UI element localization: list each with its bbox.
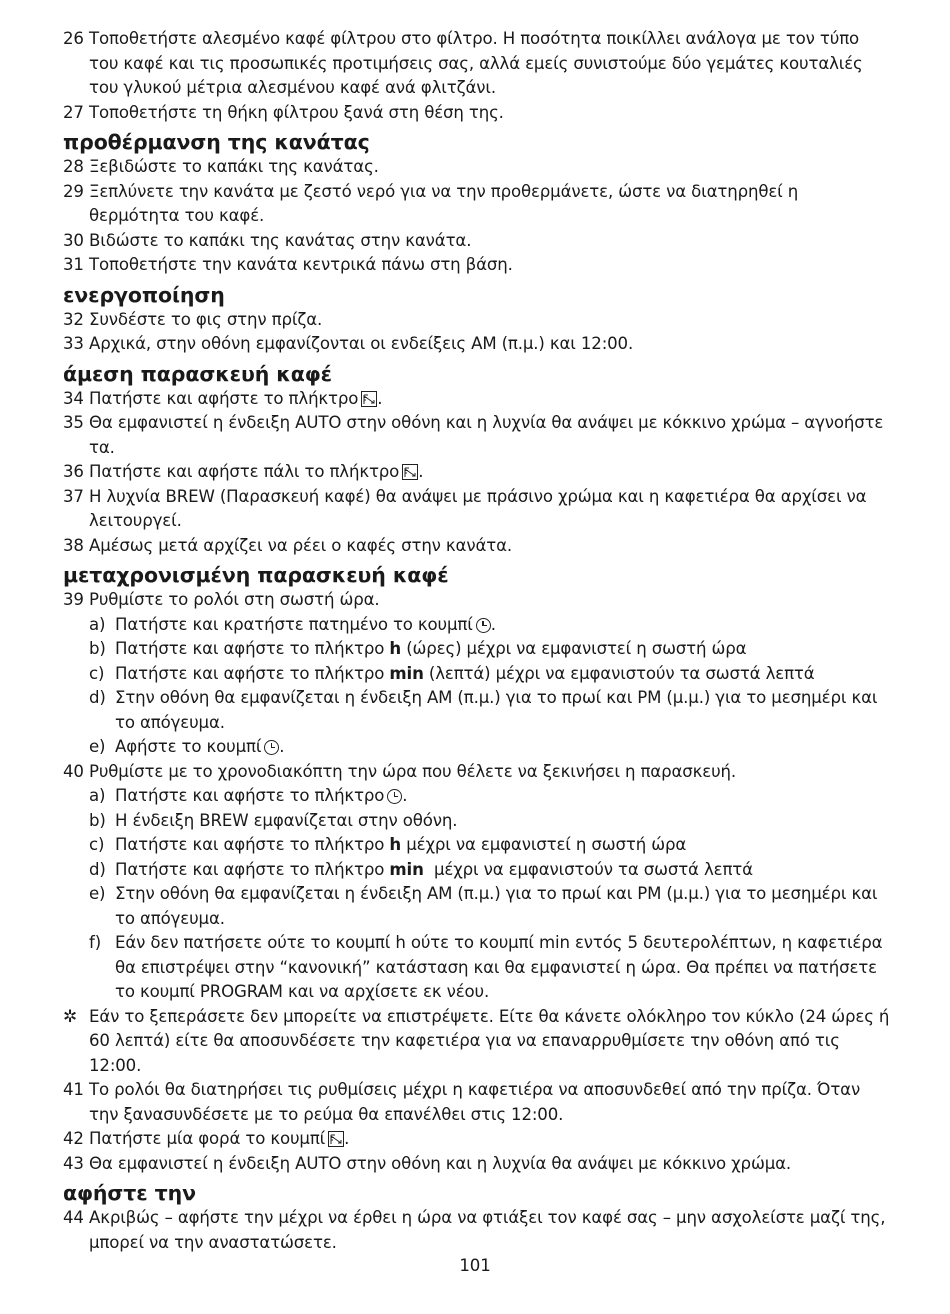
step-number: 38 <box>63 535 84 555</box>
substep-text: Πατήστε και αφήστε το πλήκτρο <box>115 835 390 854</box>
page-number: 101 <box>459 1256 491 1275</box>
substep-39b <box>89 637 893 662</box>
step-39 <box>63 588 893 613</box>
step-37 <box>63 485 893 534</box>
substep-39a <box>89 613 893 638</box>
period: . <box>418 462 424 481</box>
step-42 <box>63 1127 893 1152</box>
tip-text: Εάν το ξεπεράσετε δεν μπορείτε να επιστρέψετε. Είτε θα κάνετε ολόκληρο τον κύκλο (24 ώρες ή 60 λεπτά) είτε θα αποσυνδέσετε την καφετιέρα για να επαναρρυθμίσετε την οθόνη από τις 12:00. <box>89 1006 890 1075</box>
substep-39e <box>89 735 893 760</box>
step-text: Πατήστε μία φορά το κουμπί <box>89 1129 326 1148</box>
step-26 <box>63 27 893 101</box>
step-33 <box>63 332 893 357</box>
step-32 <box>63 308 893 333</box>
substep-text: Πατήστε και αφήστε το πλήκτρο <box>115 859 390 879</box>
clock-icon <box>264 740 279 755</box>
period: . <box>377 388 383 408</box>
substep-40f <box>89 931 893 1005</box>
step-text: Συνδέστε το φις στην πρίζα. <box>89 309 323 329</box>
step-27 <box>63 101 893 126</box>
substep-text: Αφήστε το κουμπί <box>115 737 262 756</box>
step-text: Αμέσως μετά αρχίζει να ρέει ο καφές στην κανάτα. <box>89 535 513 555</box>
substep-39d <box>89 686 893 735</box>
step-number: 40 <box>63 761 84 781</box>
substep-label: e) <box>89 737 106 756</box>
substep-text-rest: μέχρι να εμφανιστεί η σωστή ώρα <box>401 835 687 854</box>
step-36 <box>63 460 893 485</box>
step-28 <box>63 155 893 180</box>
heading-leave-it: αφήστε την <box>63 1181 196 1205</box>
step-43 <box>63 1152 893 1177</box>
tip-star-icon: ✲ <box>63 1006 78 1027</box>
substep-text: Εάν δεν πατήσετε ούτε το κουμπί h ούτε το κουμπί min εντός 5 δευτερολέπτων, η καφετιέρα θα επιστρέψει στην “κανονική” κατάσταση και θα εμφανιστεί η ώρα. Θα πρέπει να πατήσετε το κουμπί PROGRAM και να αρχίσετε εκ νέου. <box>115 933 883 1001</box>
substep-text: Στην οθόνη θα εμφανίζεται η ένδειξη AM (π.μ.) για το πρωί και PM (μ.μ.) για το μεσημέρι και το απόγευμα. <box>115 688 878 732</box>
step-35 <box>63 411 893 460</box>
min-key-label: min <box>389 663 424 683</box>
step-text: Τοποθετήστε αλεσμένο καφέ φίλτρου στο φίλτρο. Η ποσότητα ποικίλλει ανάλογα με τον τύπο του καφέ και τις προσωπικές προτιμήσεις σας, αλλά εμείς συνιστούμε δύο γεμάτες κουταλιές του γλυκού μέτρια αλεσμένου καφέ ανά φλιτζάνι. <box>89 29 863 97</box>
step-number: 34 <box>63 388 84 408</box>
step-number: 29 <box>63 181 84 201</box>
substep-text-rest: μέχρι να εμφανιστούν τα σωστά λεπτά <box>423 859 753 879</box>
step-41 <box>63 1078 893 1127</box>
substep-40c <box>89 833 893 858</box>
substep-label: c) <box>89 835 105 854</box>
heading-delayed-brew: μεταχρονισμένη παρασκευή καφέ <box>63 563 449 587</box>
step-38 <box>63 534 893 559</box>
clock-icon <box>476 618 491 633</box>
hour-key-label: h <box>389 835 402 854</box>
clock-icon <box>387 789 402 804</box>
step-number: 37 <box>63 486 84 506</box>
step-number: 35 <box>63 413 84 432</box>
step-number: 36 <box>63 462 84 481</box>
program-key-icon <box>402 464 418 480</box>
step-text: Τοποθετήστε την κανάτα κεντρικά πάνω στη βάση. <box>89 255 513 274</box>
step-31 <box>63 253 893 278</box>
step-text: Βιδώστε το καπάκι της κανάτας στην κανάτα. <box>89 230 472 250</box>
step-text: Ξεβιδώστε το καπάκι της κανάτας. <box>89 157 379 176</box>
substep-text: Πατήστε και αφήστε το πλήκτρο <box>115 786 385 805</box>
step-text: Θα εμφανιστεί η ένδειξη AUTO στην οθόνη και η λυχνία θα ανάψει με κόκκινο χρώμα – αγνοήστε τα. <box>89 413 884 457</box>
step-number: 43 <box>63 1153 84 1173</box>
step-number: 42 <box>63 1129 84 1148</box>
period: . <box>490 614 496 634</box>
hour-key-label: h <box>389 639 402 658</box>
substep-label: a) <box>89 614 106 634</box>
substep-label: d) <box>89 859 106 879</box>
step-text: Ρυθμίστε με το χρονοδιακόπτη την ώρα που θέλετε να ξεκινήσει η παρασκευή. <box>89 761 737 781</box>
step-number: 41 <box>63 1080 84 1099</box>
step-number: 28 <box>63 157 84 176</box>
substep-label: c) <box>89 663 105 683</box>
step-text: Ακριβώς – αφήστε την μέχρι να έρθει η ώρα να φτιάξει τον καφέ σας – μην ασχολείστε μαζί της, μπορεί να την αναστατώσετε. <box>89 1208 886 1252</box>
substep-text: Πατήστε και κρατήστε πατημένο το κουμπί <box>115 614 473 634</box>
step-text: Πατήστε και αφήστε το πλήκτρο <box>89 388 359 408</box>
step-40 <box>63 760 893 785</box>
step-34 <box>63 387 893 412</box>
program-key-icon <box>361 391 377 407</box>
step-number: 39 <box>63 590 84 609</box>
step-number: 33 <box>63 334 84 353</box>
substep-40d <box>89 858 893 883</box>
step-text: Πατήστε και αφήστε πάλι το πλήκτρο <box>89 462 400 481</box>
period: . <box>344 1129 350 1148</box>
substep-label: f) <box>89 933 102 952</box>
step-text: Ρυθμίστε το ρολόι στη σωστή ώρα. <box>89 590 380 609</box>
heading-power-on: ενεργοποίηση <box>63 282 225 307</box>
step-text: Το ρολόι θα διατηρήσει τις ρυθμίσεις μέχρι η καφετιέρα να αποσυνδεθεί από την πρίζα. Όταν την ξανασυνδέσετε με το ρεύμα θα επανέλθει στις 12:00. <box>89 1080 861 1124</box>
step-number: 26 <box>63 29 84 48</box>
substep-label: e) <box>89 884 106 903</box>
substep-text: Πατήστε και αφήστε το πλήκτρο <box>115 639 390 658</box>
substep-39c <box>89 662 893 687</box>
instructions-list <box>63 27 893 1255</box>
step-29 <box>63 180 893 229</box>
step-30 <box>63 229 893 254</box>
substep-label: d) <box>89 688 106 707</box>
substep-40e <box>89 882 893 931</box>
substep-40a <box>89 784 893 809</box>
substep-text: Πατήστε και αφήστε το πλήκτρο <box>115 663 390 683</box>
period: . <box>279 737 285 756</box>
step-number: 32 <box>63 309 84 329</box>
step-number: 44 <box>63 1208 84 1227</box>
substep-label: a) <box>89 786 106 805</box>
heading-preheat: προθέρμανση της κανάτας <box>63 130 370 154</box>
step-text: Θα εμφανιστεί η ένδειξη AUTO στην οθόνη και η λυχνία θα ανάψει με κόκκινο χρώμα. <box>89 1153 792 1173</box>
substep-label: b) <box>89 810 106 830</box>
substep-text-rest: (λεπτά) μέχρι να εμφανιστούν τα σωστά λεπτά <box>423 663 815 683</box>
heading-immediate-brew: άμεση παρασκευή καφέ <box>63 361 332 386</box>
step-number: 31 <box>63 255 84 274</box>
step-text: Η λυχνία BREW (Παρασκευή καφέ) θα ανάψει με πράσινο χρώμα και η καφετιέρα θα αρχίσει να λειτουργεί. <box>89 486 867 530</box>
period: . <box>402 786 408 805</box>
substep-text-rest: (ώρες) μέχρι να εμφανιστεί η σωστή ώρα <box>401 639 747 658</box>
program-key-icon <box>328 1131 344 1147</box>
substep-label: b) <box>89 639 106 658</box>
substep-40b <box>89 809 893 834</box>
substep-text: Η ένδειξη BREW εμφανίζεται στην οθόνη. <box>115 810 458 830</box>
substep-text: Στην οθόνη θα εμφανίζεται η ένδειξη AM (π.μ.) για το πρωί και PM (μ.μ.) για το μεσημέρι και το απόγευμα. <box>115 884 878 928</box>
min-key-label: min <box>389 859 424 879</box>
step-text: Τοποθετήστε τη θήκη φίλτρου ξανά στη θέση της. <box>89 102 504 122</box>
step-44 <box>63 1206 893 1255</box>
tip-note <box>63 1005 893 1079</box>
step-number: 30 <box>63 230 84 250</box>
step-text: Αρχικά, στην οθόνη εμφανίζονται οι ενδείξεις AM (π.μ.) και 12:00. <box>89 334 634 353</box>
step-text: Ξεπλύνετε την κανάτα με ζεστό νερό για να την προθερμάνετε, ώστε να διατηρηθεί η θερμότητα του καφέ. <box>89 181 799 225</box>
step-number: 27 <box>63 102 84 122</box>
